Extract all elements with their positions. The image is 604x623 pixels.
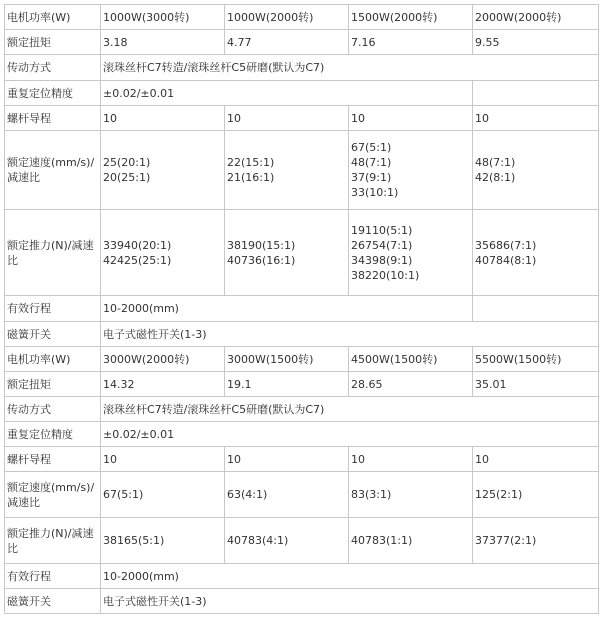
cell: 10 (473, 106, 599, 131)
t1-row-rated-thrust (5, 210, 599, 296)
cell: 83(3:1) (349, 472, 473, 518)
cell: 5500W(1500转) (473, 347, 599, 372)
cell: 125(2:1) (473, 472, 599, 518)
cell: 10 (101, 106, 225, 131)
row-label: 额定推力(N)/减速比 (5, 210, 101, 296)
t1-row-drive-mode (5, 55, 599, 81)
row-label: 额定扭矩 (5, 372, 101, 397)
cell: 33940(20:1) 42425(25:1) (101, 210, 225, 296)
t2-row-rated-torque (5, 372, 599, 397)
t1-row-rated-torque (5, 30, 599, 55)
row-label: 额定速度(mm/s)/减速比 (5, 131, 101, 210)
cell: 35.01 (473, 372, 599, 397)
cell: 3.18 (101, 30, 225, 55)
t2-row-rated-speed (5, 472, 599, 518)
cell: 10-2000(mm) (101, 296, 473, 322)
cell: 9.55 (473, 30, 599, 55)
cell: 10 (225, 447, 349, 472)
cell: 38190(15:1) 40736(16:1) (225, 210, 349, 296)
t2-row-stroke (5, 564, 599, 589)
row-label: 传动方式 (5, 55, 101, 81)
cell: 2000W(2000转) (473, 5, 599, 30)
t2-row-repeat-accuracy (5, 422, 599, 447)
row-label: 有效行程 (5, 564, 101, 589)
cell: 10 (473, 447, 599, 472)
t1-row-screw-lead (5, 106, 599, 131)
cell: 40783(4:1) (225, 518, 349, 564)
cell: 滚珠丝杆C7转造/滚珠丝杆C5研磨(默认为C7) (101, 397, 599, 422)
cell: 10 (349, 447, 473, 472)
t1-row-repeat-accuracy (5, 81, 599, 106)
spec-table (4, 4, 599, 614)
cell-empty (473, 81, 599, 106)
cell: 25(20:1) 20(25:1) (101, 131, 225, 210)
cell: 40783(1:1) (349, 518, 473, 564)
cell: 38165(5:1) (101, 518, 225, 564)
cell: 1500W(2000转) (349, 5, 473, 30)
row-label: 额定扭矩 (5, 30, 101, 55)
t1-row-stroke (5, 296, 599, 322)
row-label: 额定推力(N)/减速比 (5, 518, 101, 564)
t2-row-rated-thrust (5, 518, 599, 564)
cell: 35686(7:1) 40784(8:1) (473, 210, 599, 296)
row-label: 重复定位精度 (5, 81, 101, 106)
row-label: 电机功率(W) (5, 5, 101, 30)
t1-row-rated-speed (5, 131, 599, 210)
t2-row-screw-lead (5, 447, 599, 472)
cell: 1000W(3000转) (101, 5, 225, 30)
cell: 37377(2:1) (473, 518, 599, 564)
cell: 10 (225, 106, 349, 131)
cell: ±0.02/±0.01 (101, 422, 599, 447)
cell: 63(4:1) (225, 472, 349, 518)
cell: 10 (101, 447, 225, 472)
cell: ±0.02/±0.01 (101, 81, 473, 106)
cell: 7.16 (349, 30, 473, 55)
t1-row-motor-power (5, 5, 599, 30)
row-label: 有效行程 (5, 296, 101, 322)
row-label: 螺杆导程 (5, 447, 101, 472)
row-label: 重复定位精度 (5, 422, 101, 447)
row-label: 磁簧开关 (5, 322, 101, 347)
cell: 10 (349, 106, 473, 131)
cell: 4500W(1500转) (349, 347, 473, 372)
cell: 电子式磁性开关(1-3) (101, 322, 599, 347)
row-label: 电机功率(W) (5, 347, 101, 372)
cell-empty (473, 296, 599, 322)
cell: 3000W(1500转) (225, 347, 349, 372)
cell: 19.1 (225, 372, 349, 397)
cell: 14.32 (101, 372, 225, 397)
cell: 滚珠丝杆C7转造/滚珠丝杆C5研磨(默认为C7) (101, 55, 599, 81)
cell: 48(7:1) 42(8:1) (473, 131, 599, 210)
row-label: 磁簧开关 (5, 589, 101, 614)
cell: 4.77 (225, 30, 349, 55)
cell: 1000W(2000转) (225, 5, 349, 30)
row-label: 螺杆导程 (5, 106, 101, 131)
t1-row-reed-switch (5, 322, 599, 347)
t2-row-motor-power (5, 347, 599, 372)
t2-row-reed-switch (5, 589, 599, 614)
t2-row-drive-mode (5, 397, 599, 422)
cell: 67(5:1) 48(7:1) 37(9:1) 33(10:1) (349, 131, 473, 210)
cell: 电子式磁性开关(1-3) (101, 589, 599, 614)
row-label: 额定速度(mm/s)/减速比 (5, 472, 101, 518)
cell: 67(5:1) (101, 472, 225, 518)
cell: 3000W(2000转) (101, 347, 225, 372)
row-label: 传动方式 (5, 397, 101, 422)
cell: 19110(5:1) 26754(7:1) 34398(9:1) 38220(10:1) (349, 210, 473, 296)
cell: 28.65 (349, 372, 473, 397)
cell: 10-2000(mm) (101, 564, 599, 589)
cell: 22(15:1) 21(16:1) (225, 131, 349, 210)
